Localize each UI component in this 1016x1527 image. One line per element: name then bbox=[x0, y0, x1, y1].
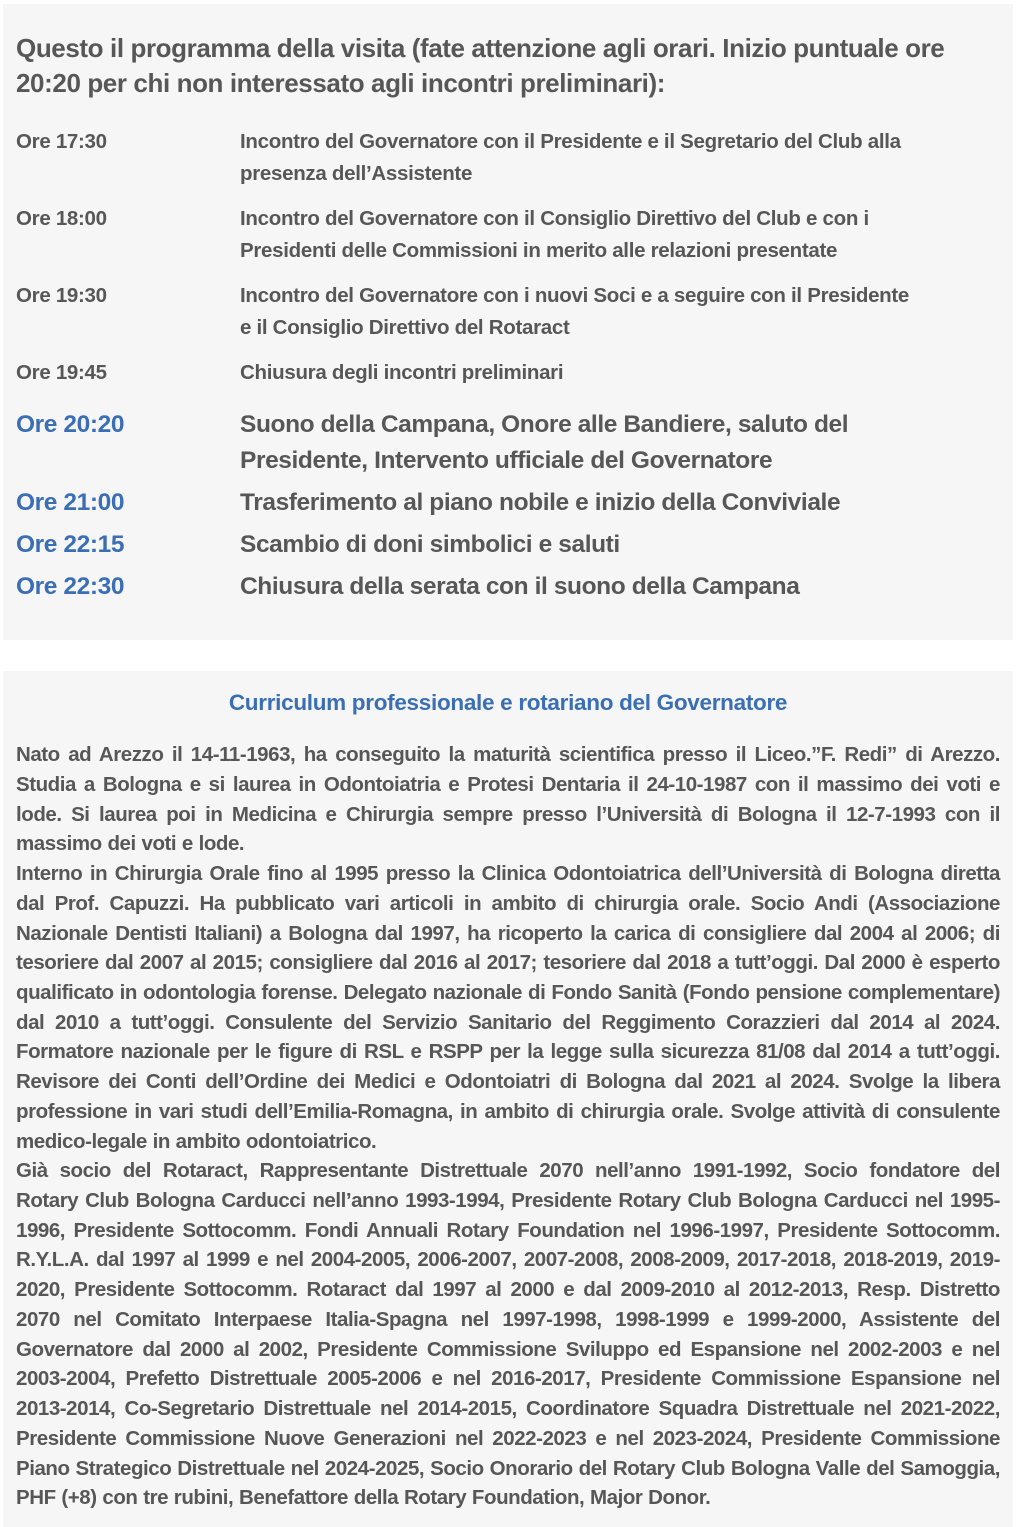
schedule-description: Incontro del Governatore con il Presidente e il Segretario del Club alla presenza dell’Assistente bbox=[240, 129, 901, 185]
schedule-row-highlighted bbox=[16, 407, 1000, 481]
schedule-row bbox=[16, 280, 1000, 344]
program-intro-heading: Questo il programma della visita (fate attenzione agli orari. Inizio puntuale ore 20:20 per chi non interessato agli incontri preliminari): bbox=[16, 33, 945, 99]
schedule-time: Ore 22:15 bbox=[16, 530, 125, 558]
program-section bbox=[3, 4, 1013, 640]
schedule-row-highlighted bbox=[16, 485, 1000, 522]
schedule-time: Ore 20:20 bbox=[16, 410, 125, 438]
schedule-time: Ore 19:30 bbox=[16, 283, 107, 307]
curriculum-paragraph: Già socio del Rotaract, Rappresentante Distrettuale 2070 nell’anno 1991-1992, Socio fondatore del Rotary Club Bologna Carducci nell’anno 1993-1994, Presidente Rotary Club Bologna Carducci nel 1995-1996, Presidente Sottocomm. Fondi Annuali Rotary Foundation nel 1996-1997, Presidente Sottocomm. R.Y.L.A. dal 1997 al 1999 e nel 2004-2005, 2006-2007, 2007-2008, 2008-2009, 2017-2018, 2018-2019, 2019-2020, Presidente Sottocomm. Rotaract dal 1997 al 2000 e dal 2009-2010 al 2012-2013, Resp. Distretto 2070 nel Comitato Interpaese Italia-Spagna nel 1997-1998, 1998-1999 e 1999-2000, Assistente del Governatore dal 2000 al 2002, Presidente Commissione Sviluppo ed Espansione nel 2002-2003 e nel 2003-2004, Prefetto Distrettuale 2005-2006 e nel 2016-2017, Presidente Commissione Espansione nel 2013-2014, Co-Segretario Distrettuale nel 2014-2015, Coordinatore Squadra Distrettuale nel 2021-2022, Presidente Commissione Nuove Generazioni nel 2022-2023 e nel 2023-2024, Presidente Commissione Piano Strategico Distrettuale nel 2024-2025, Socio Onorario del Rotary Club Bologna Valle del Samoggia, PHF (+8) con tre rubini, Benefattore della Rotary Foundation, Major Donor. bbox=[16, 1159, 1000, 1510]
schedule-description: Incontro del Governatore con i nuovi Soci e a seguire con il Presidente e il Consiglio Direttivo del Rotaract bbox=[240, 283, 910, 339]
schedule-description: Incontro del Governatore con il Consiglio Direttivo del Club e con i Presidenti delle Commissioni in merito alle relazioni presentate bbox=[240, 206, 869, 262]
schedule-description: Chiusura degli incontri preliminari bbox=[240, 360, 564, 384]
schedule-time: Ore 18:00 bbox=[16, 206, 107, 230]
curriculum-section bbox=[3, 671, 1013, 1527]
schedule-row bbox=[16, 203, 1000, 267]
section-divider-gap bbox=[0, 640, 1016, 671]
curriculum-title: Curriculum professionale e rotariano del Governatore bbox=[228, 690, 788, 716]
schedule-time: Ore 21:00 bbox=[16, 489, 125, 516]
schedule-row-highlighted bbox=[16, 569, 1000, 606]
curriculum-paragraph: Nato ad Arezzo il 14-11-1963, ha conseguito la maturità scientifica presso il Liceo.”F. Redi” di Arezzo. Studia a Bologna e si laurea in Odontoiatria e Protesi Dentaria il 24-10-1987 con il massimo dei voti e lode. Si laurea poi in Medicina e Chirurgia sempre presso l’Università di Bologna il 12-7-1993 con il massimo dei voti e lode. bbox=[16, 743, 1000, 856]
schedule-row-highlighted bbox=[16, 527, 1000, 564]
schedule-row bbox=[16, 357, 1000, 389]
schedule-description: Trasferimento al piano nobile e inizio della Conviviale bbox=[240, 489, 841, 516]
schedule-description: Chiusura della serata con il suono della Campana bbox=[240, 572, 800, 600]
schedule-time: Ore 22:30 bbox=[16, 572, 125, 600]
curriculum-paragraph: Interno in Chirurgia Orale fino al 1995 presso la Clinica Odontoiatrica dell’Università di Bologna diretta dal Prof. Capuzzi. Ha pubblicato vari articoli in ambito di chirurgia orale. Socio Andi (Associazione Nazionale Dentisti Italiani) a Bologna dal 1997, ha ricoperto la carica di consigliere dal 2004 al 2006; di tesoriere dal 2007 al 2015; consigliere dal 2016 al 2017; tesoriere dal 2018 a tutt’oggi. Dal 2000 è esperto qualificato in odontologia forense. Delegato nazionale di Fondo Sanità (Fondo pensione complementare) dal 2010 a tutt’oggi. Consulente del Servizio Sanitario del Reggimento Corazzieri dal 2014 al 2024. Formatore nazionale per le figure di RSL e RSPP per la legge sulla sicurezza 81/08 dal 2014 a tutt’oggi. Revisore dei Conti dell’Ordine dei Medici e Odontoiatri di Bologna dal 2021 al 2024. Svolge la libera professione in vari studi dell’Emilia-Romagna, in ambito di chirurgia orale. Svolge attività di consulente medico-legale in ambito odontoiatrico. bbox=[16, 862, 1000, 1153]
schedule-list bbox=[16, 126, 1000, 606]
schedule-row bbox=[16, 126, 1000, 190]
schedule-time: Ore 17:30 bbox=[16, 129, 107, 153]
schedule-time: Ore 19:45 bbox=[16, 360, 107, 384]
schedule-description: Scambio di doni simbolici e saluti bbox=[240, 530, 620, 558]
schedule-description: Suono della Campana, Onore alle Bandiere, saluto del Presidente, Intervento ufficiale del Governatore bbox=[240, 410, 849, 475]
curriculum-body bbox=[16, 740, 1000, 1513]
